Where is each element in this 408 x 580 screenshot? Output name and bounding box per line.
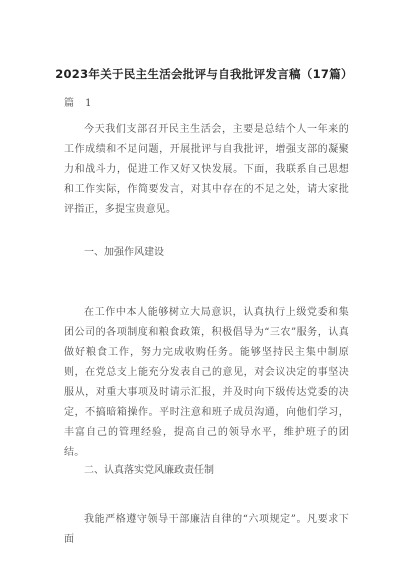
section-label: 篇 1 <box>64 98 96 109</box>
section-heading-1: 一、加强作风建设 <box>84 247 164 258</box>
paragraph-2: 我能严格遵守领导干部廉洁自律的“六项规定”。凡要求下面 <box>64 514 349 545</box>
intro-paragraph: 今天我们支部召开民主生活会，主要是总结个人一年来的工作成绩和不足问题，开展批评与自我批评，增强支部的凝聚力和战斗力，促进工作又好又快发展。下面，我联系自己思想和工作实际，作简要发言，对其中存在的不足之处，请大家批评指正，多提宝贵意见。 <box>64 124 349 215</box>
section-heading-2: 二、认真落实党风廉政责任制 <box>84 465 214 476</box>
paragraph-1: 在工作中本人能够树立大局意识，认真执行上级党委和集团公司的各项制度和粮食政策，积极倡导为“三农”服务，认真做好粮食工作，努力完成收购任务。能够坚持民主集中制原则，在党总支上能充分发表自己的意见，对会议决定的事坚决服从，对重大事项及时请示汇报，并及时向下级传达党委的决定，不搞暗箱操作。平时注意和班子成员沟通，向他们学习，丰富自己的管理经验，提高自己的领导水平，维护班子的团结。 <box>64 307 349 458</box>
document-title: 2023年关于民主生活会批评与自我批评发言稿（17篇） <box>55 67 353 81</box>
